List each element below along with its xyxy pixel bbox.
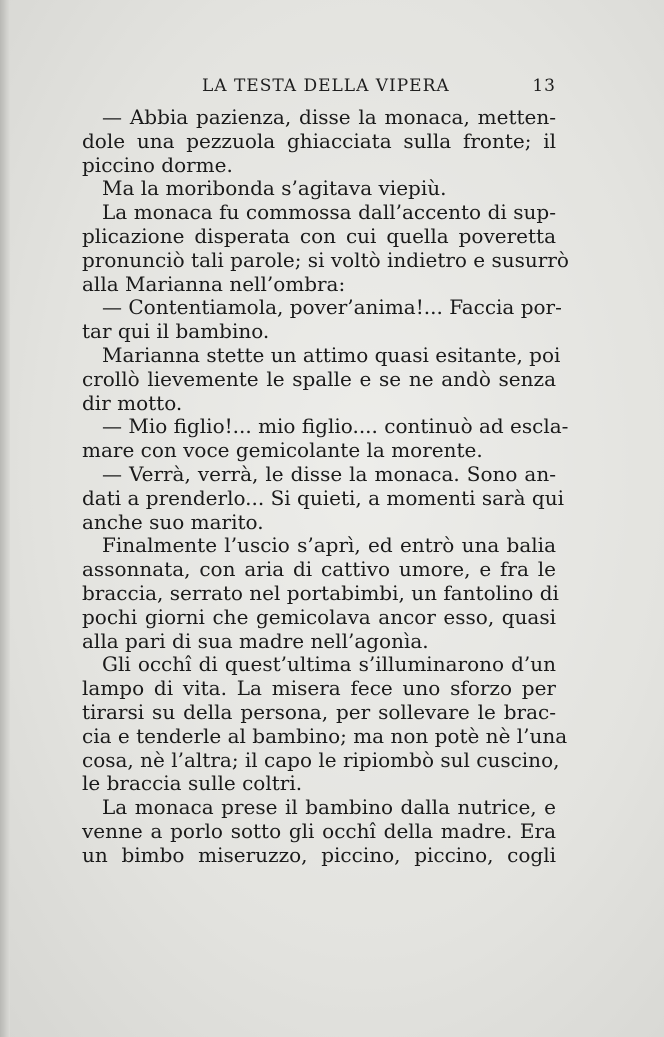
text-line: Ma la moribonda s’agitava viepiù. [102,176,447,201]
text-line: mare con voce gemicolante la morente. [82,438,483,463]
text-line: crollò lievemente le spalle e se ne andò senza [82,366,556,391]
text-line: — Mio figlio!... mio figlio.... continuò ad escla- [102,414,569,439]
text-line: un bimbo miseruzzo, piccino, piccino, cogli [82,842,556,867]
text-line: le braccia sulle coltri. [82,771,303,796]
text-line: lampo di vita. La misera fece uno sforzo per [82,676,556,701]
text-line: alla pari di sua madre nell’agonìa. [82,628,429,653]
text-line: pronunciò tali parole; si voltò indietro e susurrò [82,247,569,272]
text-line: dati a prenderlo... Si quieti, a momenti sarà qui [82,485,564,510]
text-line: piccino dorme. [82,152,233,177]
running-header [82,76,556,102]
text-line: tirarsi su della persona, per sollevare le brac- [82,699,556,724]
text-line: assonnata, con aria di cattivo umore, e fra le [82,557,556,582]
text-line: cia e tenderle al bambino; ma non potè nè l’una [82,723,568,748]
text-line: venne a porlo sotto gli occhî della madre. Era [82,818,556,843]
text-line: cosa, nè l’altra; il capo le ripiombò sul cuscino, [82,747,560,772]
page-edge [0,0,10,1037]
text-line: braccia, serrato nel portabimbi, un fantolino di [82,580,559,605]
text-line: plicazione disperata con cui quella poveretta [82,223,556,248]
text-line: La monaca fu commossa dall’accento di sup- [102,200,556,225]
text-line: Gli occhî di quest’ultima s’illuminarono d’un [102,652,556,677]
text-line: Finalmente l’uscio s’aprì, ed entrò una balia [102,533,556,558]
text-line: Marianna stette un attimo quasi esitante, poi [102,342,561,367]
text-line: — Contentiamola, pover’anima!... Faccia por- [102,295,562,320]
text-line: tar qui il bambino. [82,319,270,344]
text-line: — Verrà, verrà, le disse la monaca. Sono an- [102,461,556,486]
text-line: dole una pezzuola ghiacciata sulla fronte; il [82,128,556,153]
text-line: dir motto. [82,390,183,415]
text-line: La monaca prese il bambino dalla nutrice, e [102,795,556,820]
running-title: LA TESTA DELLA VIPERA [202,76,450,96]
page-number: 13 [532,76,556,96]
text-line: pochi giorni che gemicolava ancor esso, quasi [82,604,556,629]
body-text [82,105,569,868]
text-line: anche suo marito. [82,509,264,534]
text-line: alla Marianna nell’ombra: [82,271,346,296]
text-line: — Abbia pazienza, disse la monaca, metten- [102,105,556,129]
